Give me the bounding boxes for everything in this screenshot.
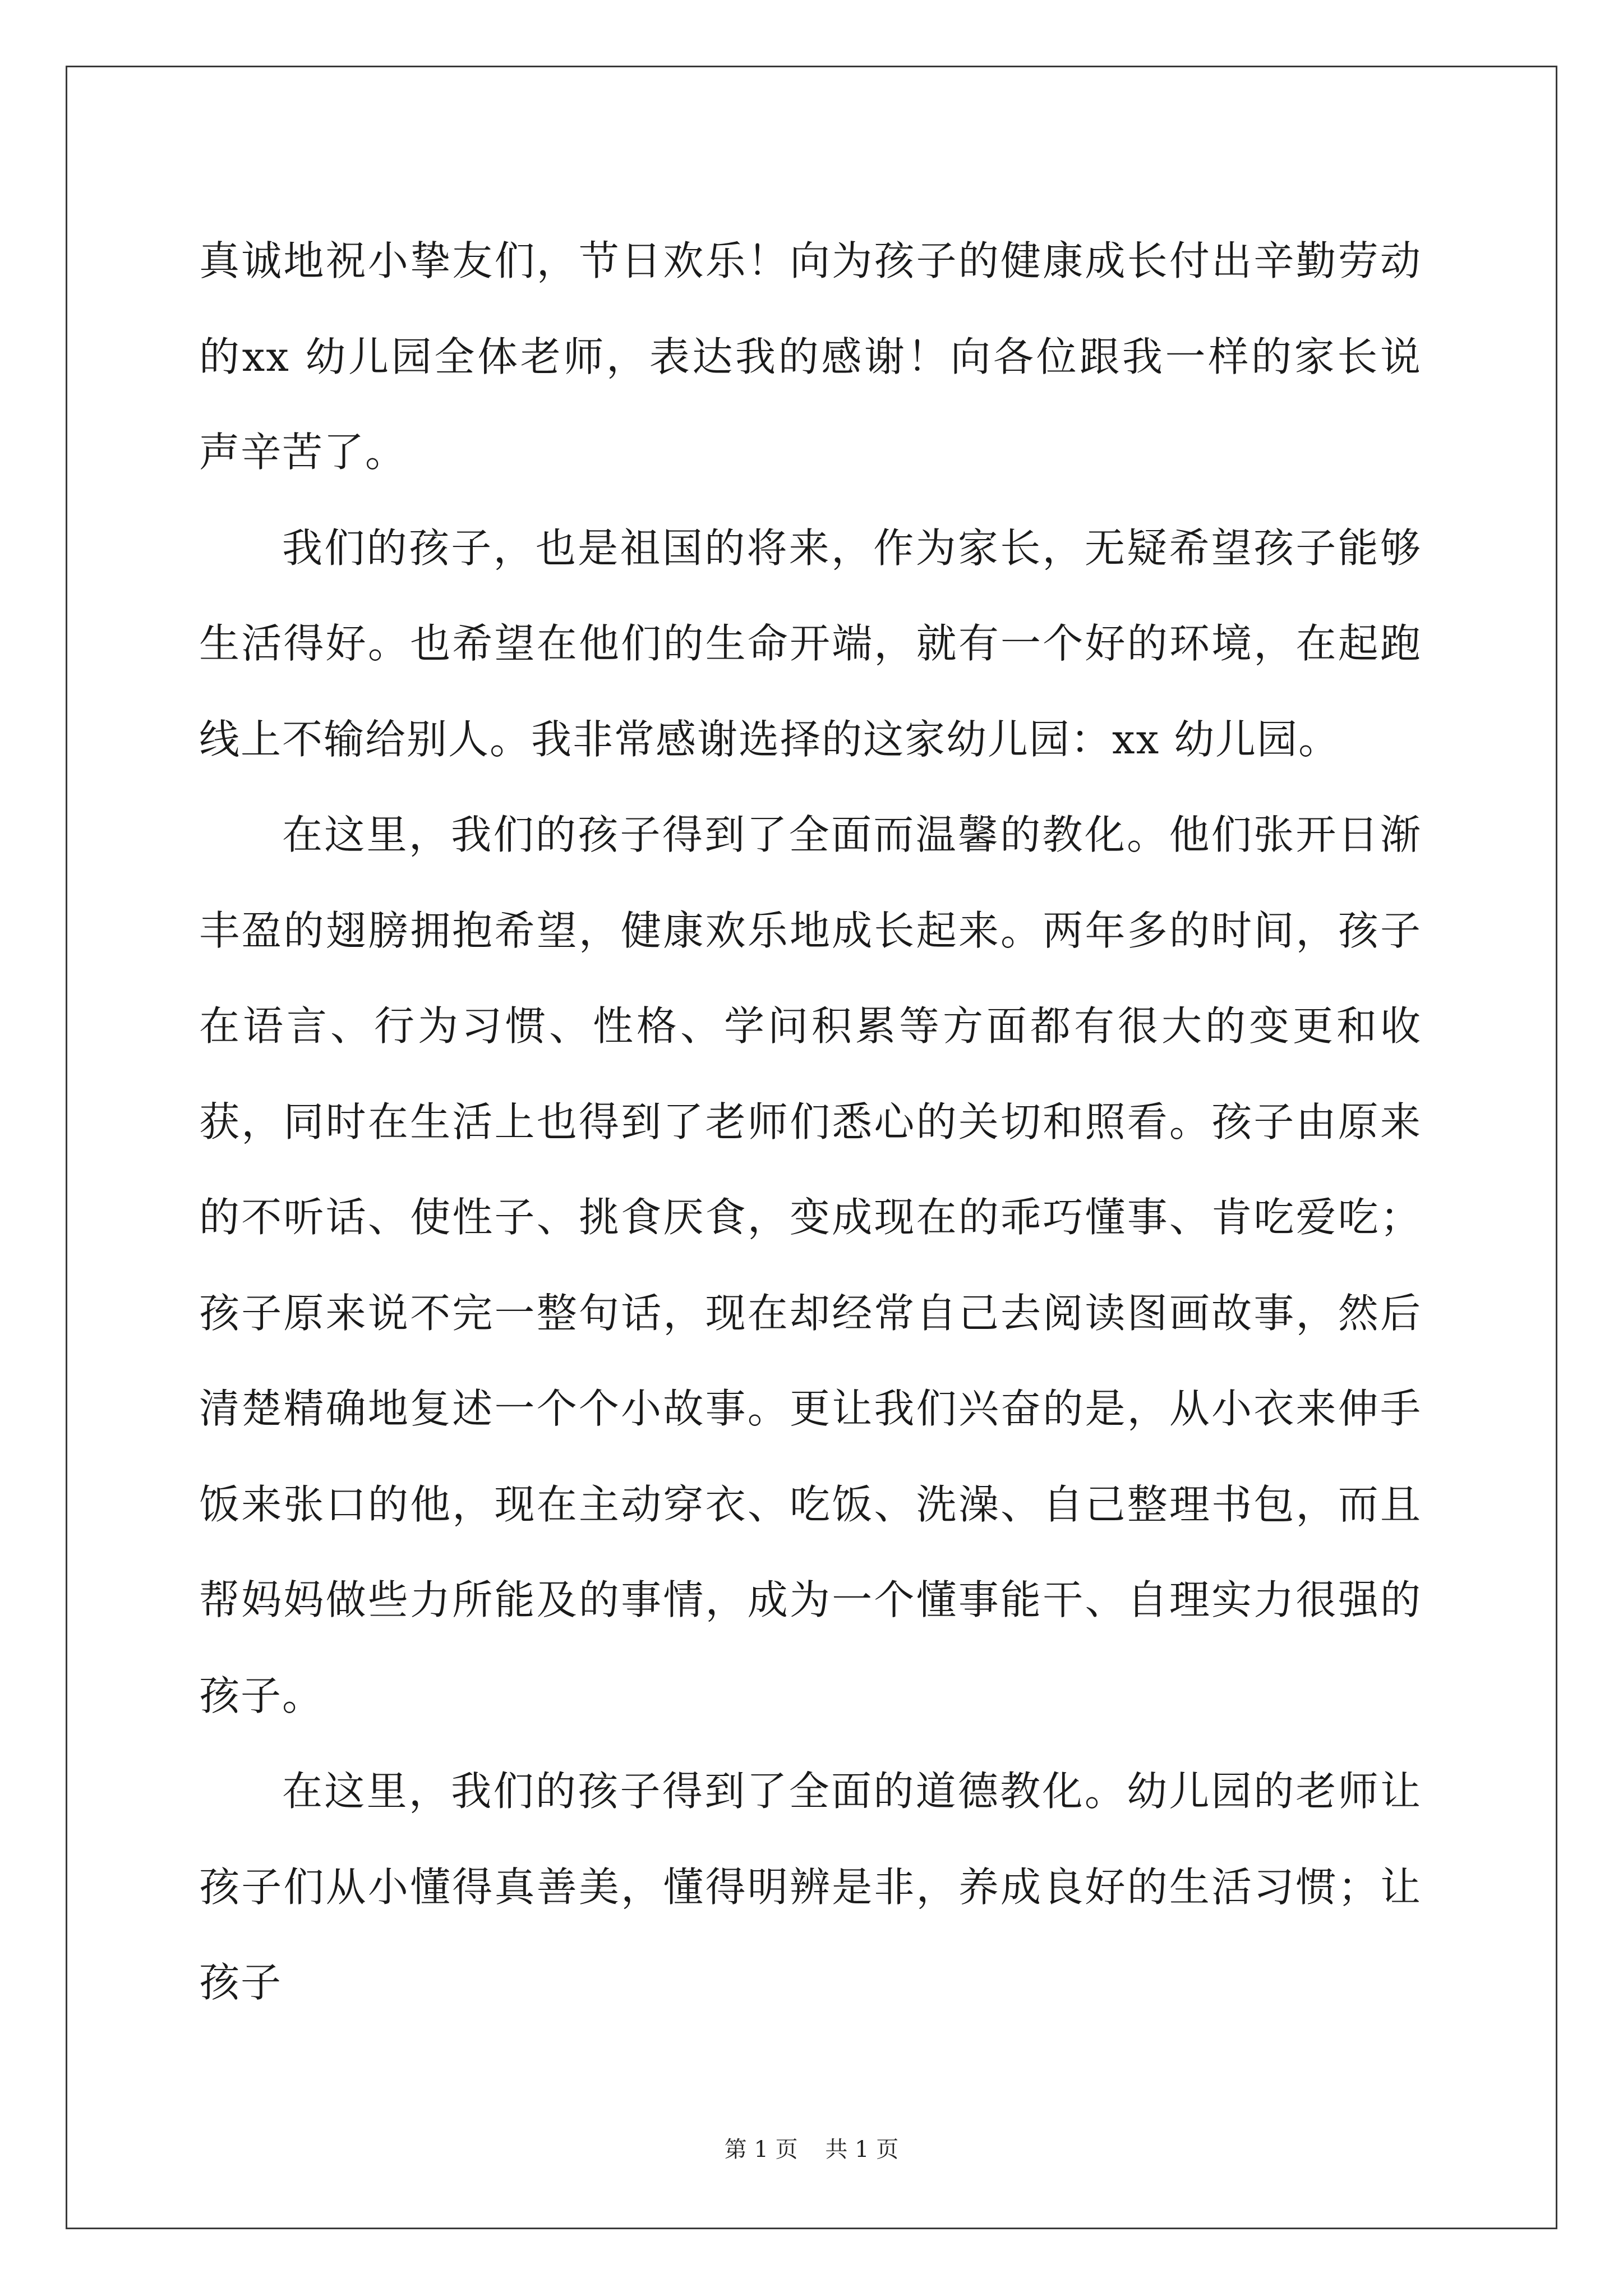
page-number-total: 共 1 页 xyxy=(825,2137,899,2162)
paragraph-3: 在这里，我们的孩子得到了全面而温馨的教化。他们张开日渐丰盈的翅膀拥抱希望，健康欢乐地成长起来。两年多的时间，孩子在语言、行为习惯、性格、学问积累等方面都有很大的变更和收获，同时在生活上也得到了老师们悉心的关切和照看。孩子由原来的不听话、使性子、挑食厌食，变成现在的乖巧懂事、肯吃爱吃；孩子原来说不完一整句话，现在却经常自己去阅读图画故事，然后清楚精确地复述一个个小故事。更让我们兴奋的是，从小衣来伸手饭来张口的他，现在主动穿衣、吃饭、洗澡、自己整理书包，而且帮妈妈做些力所能及的事情，成为一个懂事能干、自理实力很强的孩子。 xyxy=(199,811,1422,1719)
document-body xyxy=(199,213,1422,2031)
paragraph-1: 真诚地祝小挚友们，节日欢乐！向为孩子的健康成长付出辛勤劳动的xx 幼儿园全体老师，表达我的感谢！向各位跟我一样的家长说声辛苦了。 xyxy=(199,237,1422,476)
page-number-current: 第 1 页 xyxy=(724,2137,798,2162)
paragraph-2: 我们的孩子，也是祖国的将来，作为家长，无疑希望孩子能够生活得好。也希望在他们的生命开端，就有一个好的环境，在起跑线上不输给别人。我非常感谢选择的这家幼儿园：xx 幼儿园。 xyxy=(199,524,1422,763)
page-footer xyxy=(0,2132,1623,2164)
paragraph-4: 在这里，我们的孩子得到了全面的道德教化。幼儿园的老师让孩子们从小懂得真善美，懂得明辨是非，养成良好的生活习惯；让孩子 xyxy=(199,1768,1422,2006)
